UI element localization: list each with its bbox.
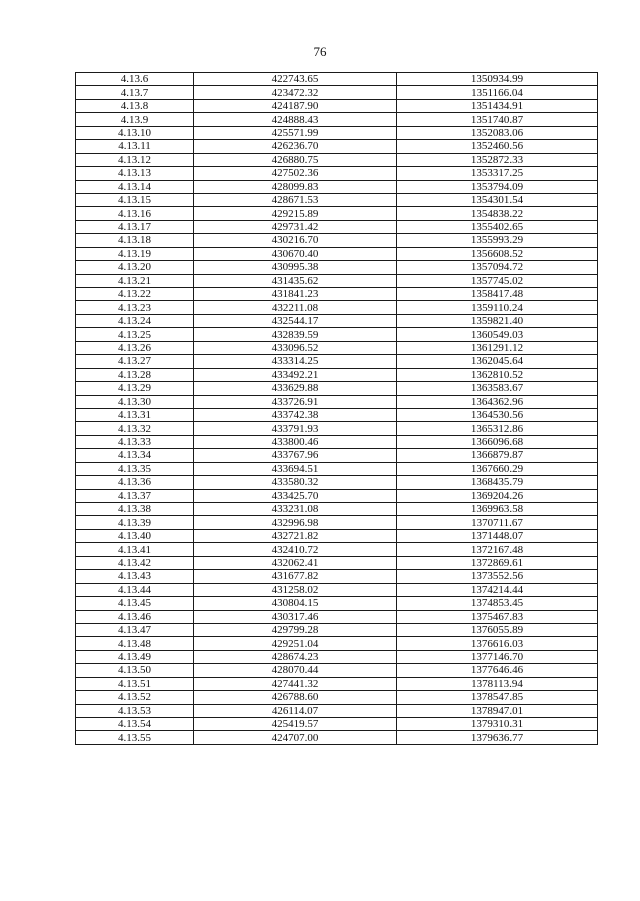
y-coordinate-cell: 1352872.33 (397, 153, 598, 166)
point-number-cell: 4.13.36 (76, 476, 194, 489)
x-coordinate-cell: 424707.00 (194, 731, 397, 744)
table-row (76, 355, 598, 368)
x-coordinate-cell: 432211.08 (194, 301, 397, 314)
x-coordinate-cell: 433580.32 (194, 476, 397, 489)
table-row (76, 623, 598, 636)
table-row (76, 288, 598, 301)
x-coordinate-cell: 433767.96 (194, 449, 397, 462)
table-row (76, 449, 598, 462)
table-row (76, 583, 598, 596)
table-row (76, 220, 598, 233)
point-number-cell: 4.13.38 (76, 503, 194, 516)
point-number-cell: 4.13.54 (76, 718, 194, 731)
y-coordinate-cell: 1379310.31 (397, 718, 598, 731)
y-coordinate-cell: 1376616.03 (397, 637, 598, 650)
y-coordinate-cell: 1378947.01 (397, 704, 598, 717)
y-coordinate-cell: 1371448.07 (397, 529, 598, 542)
x-coordinate-cell: 425571.99 (194, 126, 397, 139)
point-number-cell: 4.13.49 (76, 650, 194, 663)
x-coordinate-cell: 426880.75 (194, 153, 397, 166)
point-number-cell: 4.13.50 (76, 664, 194, 677)
table-row (76, 301, 598, 314)
table-row (76, 395, 598, 408)
point-number-cell: 4.13.16 (76, 207, 194, 220)
y-coordinate-cell: 1373552.56 (397, 570, 598, 583)
x-coordinate-cell: 432996.98 (194, 516, 397, 529)
y-coordinate-cell: 1352460.56 (397, 140, 598, 153)
point-number-cell: 4.13.41 (76, 543, 194, 556)
x-coordinate-cell: 433096.52 (194, 341, 397, 354)
table-row (76, 314, 598, 327)
coordinates-table (75, 72, 598, 745)
table-row (76, 408, 598, 421)
point-number-cell: 4.13.21 (76, 274, 194, 287)
y-coordinate-cell: 1359821.40 (397, 314, 598, 327)
table-row (76, 274, 598, 287)
table-row (76, 261, 598, 274)
point-number-cell: 4.13.35 (76, 462, 194, 475)
table-row (76, 570, 598, 583)
y-coordinate-cell: 1353794.09 (397, 180, 598, 193)
point-number-cell: 4.13.10 (76, 126, 194, 139)
x-coordinate-cell: 432721.82 (194, 529, 397, 542)
point-number-cell: 4.13.48 (76, 637, 194, 650)
y-coordinate-cell: 1354838.22 (397, 207, 598, 220)
y-coordinate-cell: 1379636.77 (397, 731, 598, 744)
table-row (76, 341, 598, 354)
y-coordinate-cell: 1369963.58 (397, 503, 598, 516)
point-number-cell: 4.13.29 (76, 382, 194, 395)
point-number-cell: 4.13.43 (76, 570, 194, 583)
x-coordinate-cell: 433694.51 (194, 462, 397, 475)
y-coordinate-cell: 1377146.70 (397, 650, 598, 663)
x-coordinate-cell: 433791.93 (194, 422, 397, 435)
x-coordinate-cell: 433800.46 (194, 435, 397, 448)
coordinates-table-body (76, 73, 598, 745)
table-row (76, 126, 598, 139)
x-coordinate-cell: 433726.91 (194, 395, 397, 408)
point-number-cell: 4.13.55 (76, 731, 194, 744)
point-number-cell: 4.13.11 (76, 140, 194, 153)
x-coordinate-cell: 433492.21 (194, 368, 397, 381)
point-number-cell: 4.13.33 (76, 435, 194, 448)
y-coordinate-cell: 1350934.99 (397, 73, 598, 86)
table-row (76, 247, 598, 260)
table-row (76, 556, 598, 569)
table-row (76, 180, 598, 193)
table-row (76, 597, 598, 610)
point-number-cell: 4.13.47 (76, 623, 194, 636)
point-number-cell: 4.13.37 (76, 489, 194, 502)
table-row (76, 543, 598, 556)
y-coordinate-cell: 1362045.64 (397, 355, 598, 368)
point-number-cell: 4.13.53 (76, 704, 194, 717)
table-row (76, 503, 598, 516)
x-coordinate-cell: 428070.44 (194, 664, 397, 677)
y-coordinate-cell: 1357745.02 (397, 274, 598, 287)
y-coordinate-cell: 1351740.87 (397, 113, 598, 126)
y-coordinate-cell: 1360549.03 (397, 328, 598, 341)
x-coordinate-cell: 429251.04 (194, 637, 397, 650)
table-row (76, 691, 598, 704)
point-number-cell: 4.13.19 (76, 247, 194, 260)
table-row (76, 704, 598, 717)
y-coordinate-cell: 1356608.52 (397, 247, 598, 260)
x-coordinate-cell: 433629.88 (194, 382, 397, 395)
table-row (76, 422, 598, 435)
point-number-cell: 4.13.18 (76, 234, 194, 247)
point-number-cell: 4.13.51 (76, 677, 194, 690)
point-number-cell: 4.13.17 (76, 220, 194, 233)
table-row (76, 650, 598, 663)
x-coordinate-cell: 430670.40 (194, 247, 397, 260)
x-coordinate-cell: 431677.82 (194, 570, 397, 583)
x-coordinate-cell: 432062.41 (194, 556, 397, 569)
point-number-cell: 4.13.46 (76, 610, 194, 623)
x-coordinate-cell: 427441.32 (194, 677, 397, 690)
point-number-cell: 4.13.23 (76, 301, 194, 314)
point-number-cell: 4.13.39 (76, 516, 194, 529)
y-coordinate-cell: 1372869.61 (397, 556, 598, 569)
table-row (76, 328, 598, 341)
x-coordinate-cell: 432544.17 (194, 314, 397, 327)
point-number-cell: 4.13.7 (76, 86, 194, 99)
y-coordinate-cell: 1370711.67 (397, 516, 598, 529)
point-number-cell: 4.13.15 (76, 193, 194, 206)
point-number-cell: 4.13.22 (76, 288, 194, 301)
point-number-cell: 4.13.26 (76, 341, 194, 354)
point-number-cell: 4.13.27 (76, 355, 194, 368)
table-row (76, 516, 598, 529)
y-coordinate-cell: 1358417.48 (397, 288, 598, 301)
x-coordinate-cell: 428099.83 (194, 180, 397, 193)
y-coordinate-cell: 1366879.87 (397, 449, 598, 462)
table-row (76, 207, 598, 220)
y-coordinate-cell: 1354301.54 (397, 193, 598, 206)
x-coordinate-cell: 424187.90 (194, 99, 397, 112)
table-row (76, 435, 598, 448)
y-coordinate-cell: 1369204.26 (397, 489, 598, 502)
x-coordinate-cell: 426236.70 (194, 140, 397, 153)
x-coordinate-cell: 429799.28 (194, 623, 397, 636)
y-coordinate-cell: 1378547.85 (397, 691, 598, 704)
y-coordinate-cell: 1353317.25 (397, 167, 598, 180)
table-row (76, 99, 598, 112)
y-coordinate-cell: 1374214.44 (397, 583, 598, 596)
x-coordinate-cell: 433425.70 (194, 489, 397, 502)
point-number-cell: 4.13.6 (76, 73, 194, 86)
y-coordinate-cell: 1366096.68 (397, 435, 598, 448)
table-row (76, 368, 598, 381)
y-coordinate-cell: 1359110.24 (397, 301, 598, 314)
y-coordinate-cell: 1361291.12 (397, 341, 598, 354)
point-number-cell: 4.13.32 (76, 422, 194, 435)
x-coordinate-cell: 427502.36 (194, 167, 397, 180)
point-number-cell: 4.13.20 (76, 261, 194, 274)
x-coordinate-cell: 433231.08 (194, 503, 397, 516)
x-coordinate-cell: 428671.53 (194, 193, 397, 206)
table-row (76, 73, 598, 86)
point-number-cell: 4.13.24 (76, 314, 194, 327)
y-coordinate-cell: 1372167.48 (397, 543, 598, 556)
table-row (76, 140, 598, 153)
x-coordinate-cell: 424888.43 (194, 113, 397, 126)
y-coordinate-cell: 1362810.52 (397, 368, 598, 381)
table-row (76, 382, 598, 395)
table-row (76, 677, 598, 690)
table-row (76, 718, 598, 731)
point-number-cell: 4.13.13 (76, 167, 194, 180)
point-number-cell: 4.13.44 (76, 583, 194, 596)
x-coordinate-cell: 430804.15 (194, 597, 397, 610)
y-coordinate-cell: 1365312.86 (397, 422, 598, 435)
point-number-cell: 4.13.9 (76, 113, 194, 126)
point-number-cell: 4.13.40 (76, 529, 194, 542)
point-number-cell: 4.13.28 (76, 368, 194, 381)
x-coordinate-cell: 430216.70 (194, 234, 397, 247)
x-coordinate-cell: 433314.25 (194, 355, 397, 368)
x-coordinate-cell: 422743.65 (194, 73, 397, 86)
x-coordinate-cell: 429215.89 (194, 207, 397, 220)
point-number-cell: 4.13.52 (76, 691, 194, 704)
point-number-cell: 4.13.8 (76, 99, 194, 112)
point-number-cell: 4.13.45 (76, 597, 194, 610)
page-number: 76 (313, 44, 327, 59)
point-number-cell: 4.13.34 (76, 449, 194, 462)
y-coordinate-cell: 1367660.29 (397, 462, 598, 475)
y-coordinate-cell: 1364530.56 (397, 408, 598, 421)
x-coordinate-cell: 432839.59 (194, 328, 397, 341)
point-number-cell: 4.13.14 (76, 180, 194, 193)
x-coordinate-cell: 431841.23 (194, 288, 397, 301)
y-coordinate-cell: 1357094.72 (397, 261, 598, 274)
x-coordinate-cell: 426114.07 (194, 704, 397, 717)
y-coordinate-cell: 1375467.83 (397, 610, 598, 623)
table-row (76, 731, 598, 744)
table-row (76, 234, 598, 247)
x-coordinate-cell: 428674.23 (194, 650, 397, 663)
x-coordinate-cell: 431258.02 (194, 583, 397, 596)
table-row (76, 167, 598, 180)
x-coordinate-cell: 429731.42 (194, 220, 397, 233)
x-coordinate-cell: 423472.32 (194, 86, 397, 99)
x-coordinate-cell: 430995.38 (194, 261, 397, 274)
x-coordinate-cell: 433742.38 (194, 408, 397, 421)
table-row (76, 462, 598, 475)
table-row (76, 529, 598, 542)
y-coordinate-cell: 1351434.91 (397, 99, 598, 112)
point-number-cell: 4.13.30 (76, 395, 194, 408)
y-coordinate-cell: 1364362.96 (397, 395, 598, 408)
table-row (76, 664, 598, 677)
y-coordinate-cell: 1377646.46 (397, 664, 598, 677)
y-coordinate-cell: 1376055.89 (397, 623, 598, 636)
x-coordinate-cell: 426788.60 (194, 691, 397, 704)
table-row (76, 476, 598, 489)
y-coordinate-cell: 1368435.79 (397, 476, 598, 489)
y-coordinate-cell: 1374853.45 (397, 597, 598, 610)
y-coordinate-cell: 1355993.29 (397, 234, 598, 247)
table-row (76, 113, 598, 126)
x-coordinate-cell: 432410.72 (194, 543, 397, 556)
point-number-cell: 4.13.12 (76, 153, 194, 166)
y-coordinate-cell: 1355402.65 (397, 220, 598, 233)
x-coordinate-cell: 430317.46 (194, 610, 397, 623)
table-row (76, 86, 598, 99)
y-coordinate-cell: 1351166.04 (397, 86, 598, 99)
x-coordinate-cell: 425419.57 (194, 718, 397, 731)
table-row (76, 610, 598, 623)
table-row (76, 489, 598, 502)
y-coordinate-cell: 1352083.06 (397, 126, 598, 139)
table-row (76, 153, 598, 166)
y-coordinate-cell: 1363583.67 (397, 382, 598, 395)
table-row (76, 193, 598, 206)
point-number-cell: 4.13.25 (76, 328, 194, 341)
table-row (76, 637, 598, 650)
point-number-cell: 4.13.42 (76, 556, 194, 569)
x-coordinate-cell: 431435.62 (194, 274, 397, 287)
y-coordinate-cell: 1378113.94 (397, 677, 598, 690)
point-number-cell: 4.13.31 (76, 408, 194, 421)
